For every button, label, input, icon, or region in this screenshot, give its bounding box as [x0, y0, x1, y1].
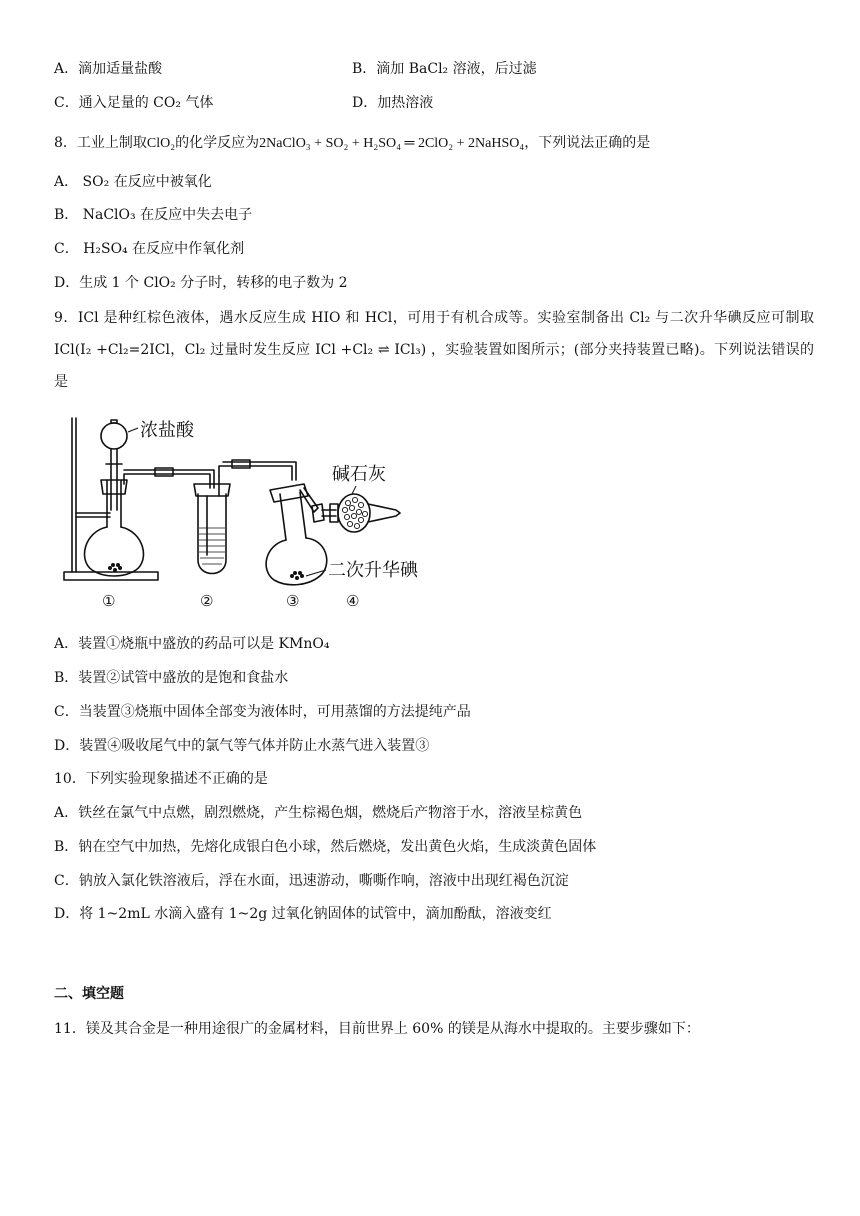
- q8-option-c: C． H₂SO₄ 在反应中作氧化剂: [54, 241, 245, 257]
- q9-stem: 9．ICl 是种红棕色液体，遇水反应生成 HIO 和 HCl，可用于有机合成等。实验室制备出 Cl₂ 与二次升华碘反应可制取 ICl(I₂ +Cl₂=2ICl，Cl₂ 过量时发生反应 ICl +Cl₂ ⇌ ICl₃) ，实验装置如图所示；(部分夹持装置已略)。下列说法错误的是: [54, 310, 814, 390]
- leader-soda-lime: [352, 486, 356, 494]
- q8-stem-suffix: ，下列说法正确的是: [524, 135, 651, 151]
- test-tube-2-stopper: [194, 484, 230, 496]
- tube-1-2: [124, 470, 214, 488]
- q10-option-b: B．钠在空气中加热，先熔化成银白色小球，然后燃烧，发出黄色火焰，生成淡黄色固体: [54, 839, 597, 855]
- q8-stem-prefix: 8．工业上制取: [54, 135, 147, 151]
- stand-clamp: [76, 513, 110, 517]
- funnel-bulb: [101, 423, 127, 449]
- label-concentrated-hcl: 浓盐酸: [140, 420, 194, 441]
- apparatus-figure: [60, 410, 440, 615]
- q7-option-d: D．加热溶液: [352, 95, 434, 111]
- iodine-solid: [290, 571, 304, 580]
- label-apparatus-3: ③: [286, 592, 300, 610]
- q9-option-d: D．装置④吸收尾气中的氯气等气体并防止水蒸气进入装置③: [54, 738, 430, 754]
- q9-option-a: A．装置①烧瓶中盛放的药品可以是 KMnO₄: [54, 636, 330, 652]
- flask-1-solid: [108, 563, 122, 572]
- leader-acid: [128, 428, 138, 432]
- flask-1-neck: [107, 480, 121, 527]
- soda-lime-granules: [342, 497, 367, 528]
- stand-rod: [72, 418, 76, 572]
- q8-option-b: B． NaClO₃ 在反应中失去电子: [54, 207, 253, 223]
- q8-option-a: A． SO₂ 在反应中被氧化: [54, 174, 212, 190]
- label-apparatus-4: ④: [346, 592, 360, 610]
- tube-2-3: [219, 462, 296, 480]
- flask-1-stopper: [101, 480, 127, 494]
- q9-option-c: C．当装置③烧瓶中固体全部变为液体时，可用蒸馏的方法提纯产品: [54, 704, 471, 720]
- q9-option-b: B．装置②试管中盛放的是饱和食盐水: [54, 670, 289, 686]
- q7-option-b: B．滴加 BaCl₂ 溶液，后过滤: [352, 61, 537, 77]
- q10-stem: 10．下列实验现象描述不正确的是: [54, 771, 268, 787]
- q8-option-d: D．生成 1 个 ClO₂ 分子时，转移的电子数为 2: [54, 275, 348, 291]
- label-sublimed-iodine: 二次升华碘: [328, 560, 418, 581]
- q10-option-a: A．铁丝在氯气中点燃，剧烈燃烧，产生棕褐色烟，燃烧后产物溶于水，溶液呈棕黄色: [54, 805, 583, 821]
- label-apparatus-2: ②: [200, 592, 214, 610]
- drying-tube-cone: [368, 504, 400, 522]
- q8-stem: [54, 133, 650, 154]
- label-soda-lime: 碱石灰: [332, 464, 386, 485]
- tube-2-inner: [207, 476, 219, 555]
- q11-stem: 11．镁及其合金是一种用途很广的金属材料，目前世界上 60% 的镁是从海水中提取的。主要步骤如下：: [54, 1021, 700, 1037]
- q7-option-c: C．通入足量的 CO₂ 气体: [54, 95, 214, 111]
- label-apparatus-1: ①: [102, 592, 116, 610]
- drying-tube-collar: [330, 504, 338, 522]
- test-tube-2-liquid: [199, 528, 225, 564]
- q10-option-c: C．钠放入氯化铁溶液后，浮在水面，迅速游动，嘶嘶作响，溶液中出现红褐色沉淀: [54, 873, 569, 889]
- q8-equation: ClO₂的化学反应为2NaClO₃ + SO₂ + H₂SO₄ ═ 2ClO₂ + 2NaHSO₄: [146, 136, 525, 151]
- q10-option-d: D．将 1~2mL 水滴入盛有 1~2g 过氧化钠固体的试管中，滴加酚酞，溶液变红: [54, 906, 552, 922]
- funnel-stopper: [111, 420, 117, 423]
- section-heading-fill-in: 二、填空题: [54, 986, 124, 1002]
- q7-option-a: A．滴加适量盐酸: [54, 61, 163, 77]
